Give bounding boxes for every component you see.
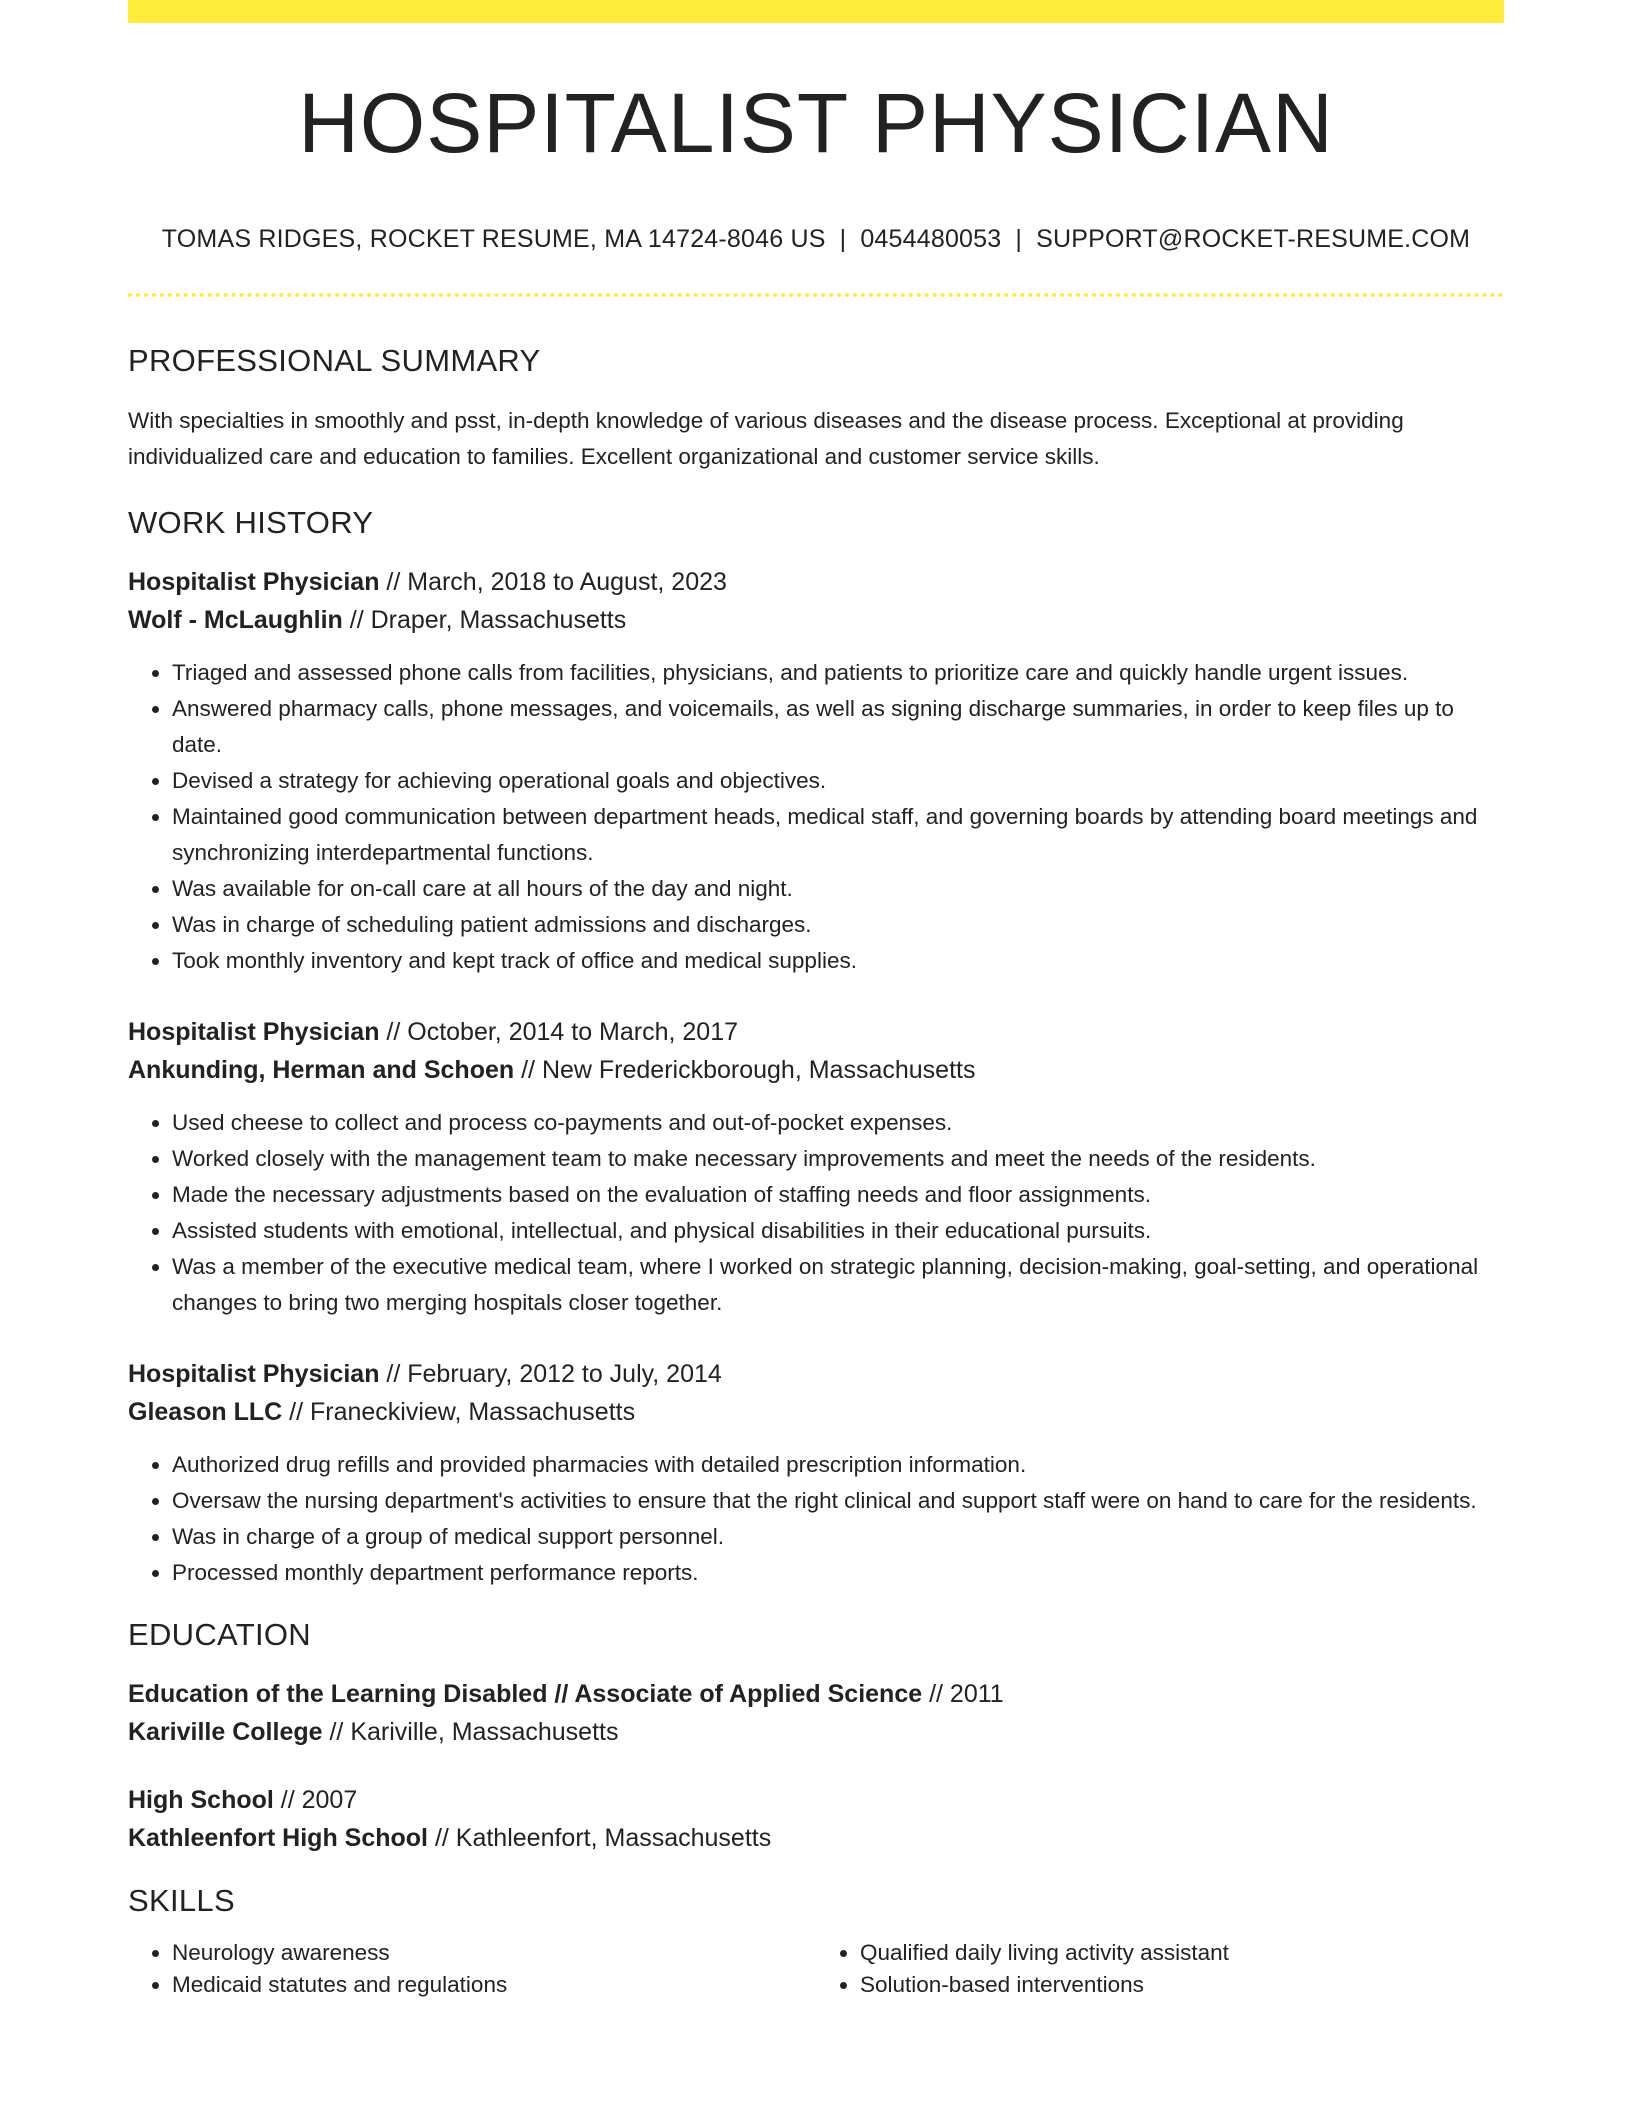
job-title: Hospitalist Physician xyxy=(128,1360,380,1388)
job-company-line xyxy=(128,601,1504,639)
job-bullets xyxy=(128,655,1504,979)
job-bullets xyxy=(128,1447,1504,1591)
job-title-line xyxy=(128,1355,1504,1393)
education-year: // 2007 xyxy=(273,1786,358,1814)
job-bullet-item: • Made the necessary adjustments based on the evaluation of staffing needs and floor assignments. xyxy=(172,1177,1504,1213)
skill-item: • Medicaid statutes and regulations xyxy=(172,1969,816,2001)
contact-line xyxy=(128,225,1504,254)
header-divider xyxy=(128,293,1504,297)
summary-heading: PROFESSIONAL SUMMARY xyxy=(128,343,541,378)
job-bullet-item: • Was a member of the executive medical team, where I worked on strategic planning, decision-making, goal-setting, and operational changes to bring two merging hospitals closer together. xyxy=(172,1249,1504,1321)
job-bullet-item: • Worked closely with the management team to make necessary improvements and meet the needs of the residents. xyxy=(172,1141,1504,1177)
job-company: Ankunding, Herman and Schoen xyxy=(128,1056,515,1084)
job-company: Wolf - McLaughlin xyxy=(128,606,343,634)
education-list xyxy=(128,1675,1504,1857)
job-bullet-item: • Assisted students with emotional, intellectual, and physical disabilities in their educational pursuits. xyxy=(172,1213,1504,1249)
summary-text: With specialties in smoothly and psst, in-depth knowledge of various diseases and the disease process. Exceptional at providing individualized care and education to families. Excellent organizational and customer service skills. xyxy=(128,408,1404,469)
job-bullet-item: • Devised a strategy for achieving operational goals and objectives. xyxy=(172,763,1504,799)
job-bullet-item: • Used cheese to collect and process co-payments and out-of-pocket expenses. xyxy=(172,1105,1504,1141)
job-location: // Draper, Massachusetts xyxy=(342,606,627,634)
job-bullet-item: • Oversaw the nursing department's activities to ensure that the right clinical and support staff were on hand to care for the residents. xyxy=(172,1483,1504,1519)
job-dates: // March, 2018 to August, 2023 xyxy=(379,568,727,596)
job-bullet-item: • Authorized drug refills and provided pharmacies with detailed prescription information. xyxy=(172,1447,1504,1483)
job-title: Hospitalist Physician xyxy=(128,568,380,596)
job-title-line xyxy=(128,563,1504,601)
education-degree: High School xyxy=(128,1786,274,1814)
job-bullet-item: • Maintained good communication between department heads, medical staff, and governing boards by attending board meetings and synchronizing interdepartmental functions. xyxy=(172,799,1504,871)
education-entry xyxy=(128,1675,1504,1751)
contact-phone: 0454480053 xyxy=(860,225,1002,253)
education-school-line xyxy=(128,1713,1504,1751)
resume-title: HOSPITALIST PHYSICIAN xyxy=(298,76,1334,170)
job-bullet-item: • Was available for on-call care at all hours of the day and night. xyxy=(172,871,1504,907)
skills-grid xyxy=(128,1937,1504,2001)
job-location: // New Frederickborough, Massachusetts xyxy=(514,1056,976,1084)
skills-list-right xyxy=(816,1937,1504,2001)
education-school: Kariville College xyxy=(128,1718,323,1746)
skill-item: • Solution-based interventions xyxy=(860,1969,1504,2001)
contact-separator: | xyxy=(839,225,847,253)
work-history-heading: WORK HISTORY xyxy=(128,505,374,540)
job-company-line xyxy=(128,1051,1504,1089)
education-location: // Kariville, Massachusetts xyxy=(322,1718,619,1746)
skills-heading: SKILLS xyxy=(128,1883,235,1918)
job-title: Hospitalist Physician xyxy=(128,1018,380,1046)
resume-page xyxy=(128,0,1504,2001)
accent-bar xyxy=(128,0,1504,23)
job-title-line xyxy=(128,1013,1504,1051)
contact-address: TOMAS RIDGES, ROCKET RESUME, MA 14724-8046 US xyxy=(161,225,826,253)
job-entry xyxy=(128,1013,1504,1321)
job-location: // Franeckiview, Massachusetts xyxy=(282,1398,636,1426)
job-bullet-item: • Took monthly inventory and kept track of office and medical supplies. xyxy=(172,943,1504,979)
job-dates: // February, 2012 to July, 2014 xyxy=(379,1360,722,1388)
skill-item: • Neurology awareness xyxy=(172,1937,816,1969)
job-bullets xyxy=(128,1105,1504,1321)
contact-separator: | xyxy=(1015,225,1023,253)
skills-column-left xyxy=(128,1937,816,2001)
education-heading: EDUCATION xyxy=(128,1617,311,1652)
job-bullet-item: • Was in charge of scheduling patient admissions and discharges. xyxy=(172,907,1504,943)
education-school: Kathleenfort High School xyxy=(128,1824,428,1852)
education-degree: Education of the Learning Disabled // Associate of Applied Science xyxy=(128,1680,923,1708)
job-entry xyxy=(128,1355,1504,1591)
education-school-line xyxy=(128,1819,1504,1857)
job-bullet-item: • Answered pharmacy calls, phone messages, and voicemails, as well as signing discharge summaries, in order to keep files up to date. xyxy=(172,691,1504,763)
education-degree-line xyxy=(128,1781,1504,1819)
education-entry xyxy=(128,1781,1504,1857)
job-bullet-item: • Processed monthly department performance reports. xyxy=(172,1555,1504,1591)
job-bullet-item: • Triaged and assessed phone calls from facilities, physicians, and patients to prioritize care and quickly handle urgent issues. xyxy=(172,655,1504,691)
education-degree-line xyxy=(128,1675,1504,1713)
job-entry xyxy=(128,563,1504,979)
skill-item: • Qualified daily living activity assistant xyxy=(860,1937,1504,1969)
job-dates: // October, 2014 to March, 2017 xyxy=(379,1018,739,1046)
job-company: Gleason LLC xyxy=(128,1398,283,1426)
education-year: // 2011 xyxy=(922,1680,1004,1708)
education-location: // Kathleenfort, Massachusetts xyxy=(428,1824,772,1852)
skills-list-left xyxy=(128,1937,816,2001)
skills-column-right xyxy=(816,1937,1504,2001)
work-history-list xyxy=(128,563,1504,1591)
contact-email: SUPPORT@ROCKET-RESUME.COM xyxy=(1036,225,1471,253)
job-company-line xyxy=(128,1393,1504,1431)
job-bullet-item: • Was in charge of a group of medical support personnel. xyxy=(172,1519,1504,1555)
